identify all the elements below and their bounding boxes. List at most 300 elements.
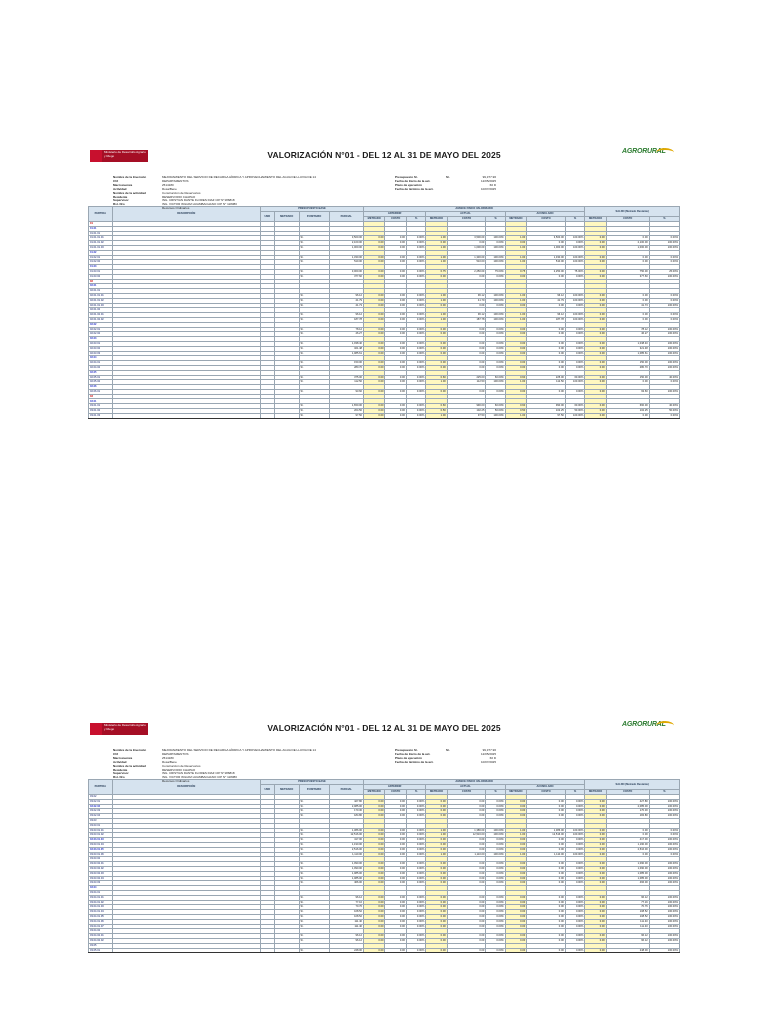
curr-metrado-cell: 1.00 (426, 260, 447, 265)
bal-pct-cell: 100.00% (649, 842, 679, 847)
acc-metrado-cell: 0.00 (505, 919, 526, 924)
prev-pct-cell: 0.00% (406, 871, 425, 876)
acc-pct-cell: 0.00% (565, 241, 584, 246)
curr-pct-cell: 100.00% (486, 833, 505, 838)
parcial-cell: 2,516.00 (329, 847, 363, 852)
curr-metrado-cell: 0.00 (426, 866, 447, 871)
acc-metrado-cell: 0.00 (505, 346, 526, 351)
bal-cost-cell: 0.00 (606, 313, 649, 318)
description-cell (112, 413, 260, 418)
acc-pct-cell: 0.00% (565, 910, 584, 915)
unit-price-cell: S/. (299, 380, 329, 385)
bal-cost-cell: 377.60 (606, 274, 649, 279)
curr-metrado-cell: 0.00 (426, 910, 447, 915)
info-value: RESERVORIO CHAPAO (162, 767, 196, 772)
acc-pct-cell: 60.00% (565, 375, 584, 380)
parcial-cell: 375.00 (329, 375, 363, 380)
bal-pct-cell: 0.00% (649, 413, 679, 418)
curr-cost-cell: 187.78 (447, 317, 486, 322)
info-value: 2514180 (162, 755, 174, 760)
parcial-cell: 12,516.00 (329, 833, 363, 838)
acc-pct-cell: 100.00% (565, 293, 584, 298)
prev-cost-cell: 0.00 (385, 404, 406, 409)
parcial-cell: 97.50 (329, 413, 363, 418)
prev-cost-cell: 0.00 (385, 914, 406, 919)
prev-cost-cell: 0.00 (385, 241, 406, 246)
acc-metrado-cell: 0.00 (505, 351, 526, 356)
prev-cost-cell: 0.00 (385, 260, 406, 265)
column-header: % (486, 217, 505, 222)
bal-cost-cell: 0.00 (606, 380, 649, 385)
partida-code: 02.06 (89, 385, 113, 390)
unit-price-cell: S/. (299, 260, 329, 265)
prev-pct-cell: 0.00% (406, 924, 425, 929)
bal-metrado-cell: 0.00 (585, 293, 606, 298)
column-header: DESCRIPCIÓN (112, 207, 260, 222)
metrado-cell (274, 413, 299, 418)
curr-metrado-cell: 0.00 (426, 900, 447, 905)
unit-price-cell: S/. (299, 313, 329, 318)
currency-label: S/. (446, 175, 450, 179)
prev-metrado-cell: 0.00 (364, 900, 385, 905)
partida-code: 03.02.01 (89, 799, 113, 804)
curr-cost-cell: 0.00 (447, 847, 486, 852)
bal-metrado-cell: 0.00 (585, 833, 606, 838)
prev-pct-cell: 0.00% (406, 881, 425, 886)
bal-metrado-cell: 0.00 (585, 380, 606, 385)
partida-code: 03.03.02.01 (89, 862, 113, 867)
info-label: CUI (113, 178, 119, 183)
info-value: 12/05/2025 (480, 751, 496, 756)
info-value: Rosa/Bene (162, 186, 177, 191)
bal-pct-cell: 100.00% (649, 245, 679, 250)
acc-cost-cell: 0.00 (527, 241, 566, 246)
curr-metrado-cell: 0.00 (426, 799, 447, 804)
curr-cost-cell: 0.00 (447, 934, 486, 939)
partida-code: 03.04.01.06 (89, 919, 113, 924)
bal-cost-cell: 184.80 (606, 814, 649, 819)
curr-metrado-cell: 1.00 (426, 245, 447, 250)
acc-cost-cell: 112.50 (527, 380, 566, 385)
unit-price-cell: S/. (299, 881, 329, 886)
group-header: AVANCE FISICO VALORIZADO (364, 207, 585, 212)
curr-metrado-cell: 0.50 (426, 409, 447, 414)
bal-cost-cell: 1,085.00 (606, 871, 649, 876)
info-label: Fecha de término de la act. (395, 186, 434, 191)
curr-pct-cell: 100.00% (486, 313, 505, 318)
acc-pct-cell: 0.00% (565, 303, 584, 308)
prev-metrado-cell: 0.00 (364, 919, 385, 924)
parcial-cell: 1,110.00 (329, 852, 363, 857)
info-value: ING. CRISTIAN DANTE FLORES DIAZ CIP N°186818 (162, 198, 235, 203)
partida-code: 03.04 (89, 886, 113, 891)
bal-cost-cell: 1,090.00 (606, 862, 649, 867)
curr-pct-cell: 100.00% (486, 236, 505, 241)
acc-cost-cell: 0.00 (527, 948, 566, 953)
sheet-page-2 (88, 719, 680, 1024)
info-label: Actividad (113, 186, 127, 191)
acc-pct-cell: 75.00% (565, 269, 584, 274)
curr-metrado-cell: 0.00 (426, 938, 447, 943)
metrado-cell (274, 948, 299, 953)
info-value: 60 D (489, 755, 496, 760)
unit-cell (260, 948, 274, 953)
bal-cost-cell: 280.70 (606, 365, 649, 370)
curr-cost-cell: 0.00 (447, 814, 486, 819)
column-header: METRADO (505, 790, 526, 795)
bal-cost-cell: 93.60 (606, 389, 649, 394)
prev-pct-cell: 0.00% (406, 799, 425, 804)
curr-pct-cell: 0.00% (486, 914, 505, 919)
prev-cost-cell: 0.00 (385, 317, 406, 322)
partida-code: 03.05.01 (89, 948, 113, 953)
curr-cost-cell: 0.00 (447, 948, 486, 953)
unit-price-cell: S/. (299, 938, 329, 943)
unit-price-cell: S/. (299, 828, 329, 833)
acc-cost-cell: 0.00 (527, 814, 566, 819)
column-header: METRADO (364, 790, 385, 795)
bal-metrado-cell: 0.00 (585, 274, 606, 279)
sub-header: ACTUAL (426, 785, 505, 790)
bal-pct-cell: 100.00% (649, 241, 679, 246)
column-header: METRADO (585, 217, 606, 222)
curr-pct-cell: 100.00% (486, 413, 505, 418)
partida-code: 03.02.03 (89, 809, 113, 814)
acc-metrado-cell: 0.00 (505, 924, 526, 929)
column-header: % (649, 217, 679, 222)
curr-pct-cell: 0.00% (486, 924, 505, 929)
prev-pct-cell: 0.00% (406, 919, 425, 924)
unit-price-cell: S/. (299, 255, 329, 260)
partida-code: 01.03 (89, 265, 113, 270)
bal-pct-cell: 100.00% (649, 948, 679, 953)
column-header: METRADO (274, 212, 299, 222)
acc-metrado-cell: 0.60 (505, 375, 526, 380)
partida-code: 02.01.02.02 (89, 317, 113, 322)
agrorural-logo-text: AGRORURAL (622, 148, 666, 155)
acc-pct-cell: 0.00% (565, 905, 584, 910)
curr-metrado-cell: 1.00 (426, 293, 447, 298)
acc-metrado-cell: 0.00 (505, 938, 526, 943)
partida-code: 03.04.01.04 (89, 910, 113, 915)
bal-metrado-cell: 0.00 (585, 341, 606, 346)
bal-cost-cell: 248.00 (606, 948, 649, 953)
bal-pct-cell: 100.00% (649, 341, 679, 346)
curr-pct-cell: 0.00% (486, 351, 505, 356)
acc-pct-cell: 100.00% (565, 236, 584, 241)
prev-metrado-cell: 0.00 (364, 876, 385, 881)
curr-pct-cell: 0.00% (486, 804, 505, 809)
bal-pct-cell: 100.00% (649, 303, 679, 308)
bal-metrado-cell: 0.00 (585, 847, 606, 852)
curr-cost-cell: 1,000.00 (447, 245, 486, 250)
partida-code: 02.03.01 (89, 341, 113, 346)
acc-cost-cell: 0.00 (527, 809, 566, 814)
bal-metrado-cell: 0.00 (585, 838, 606, 843)
unit-price-cell: S/. (299, 914, 329, 919)
curr-metrado-cell: 0.00 (426, 365, 447, 370)
group-header: SALDO (Metrado Restante) (585, 207, 680, 217)
prev-cost-cell: 0.00 (385, 900, 406, 905)
acc-pct-cell: 60.00% (565, 404, 584, 409)
column-header: METRADO (426, 217, 447, 222)
prev-pct-cell: 0.00% (406, 413, 425, 418)
acc-metrado-cell: 0.00 (505, 881, 526, 886)
acc-cost-cell: 97.50 (527, 413, 566, 418)
acc-cost-cell: 0.00 (527, 327, 566, 332)
sub-header: ACUMULADO (505, 785, 585, 790)
parcial-cell: 280.70 (329, 365, 363, 370)
bal-metrado-cell: 0.00 (585, 804, 606, 809)
partida-code: 03.03.01.04 (89, 842, 113, 847)
prev-cost-cell: 0.00 (385, 346, 406, 351)
parcial-cell: 111.40 (329, 919, 363, 924)
prev-cost-cell: 0.00 (385, 809, 406, 814)
prev-metrado-cell: 0.00 (364, 255, 385, 260)
bal-metrado-cell: 0.00 (585, 842, 606, 847)
bal-cost-cell: 0.00 (606, 317, 649, 322)
sun-swoosh-icon (656, 721, 674, 730)
curr-cost-cell: 0.00 (447, 900, 486, 905)
bal-pct-cell: 100.00% (649, 346, 679, 351)
curr-pct-cell: 0.00% (486, 332, 505, 337)
currency-label: S/. (446, 748, 450, 752)
partida-code: 01 (89, 222, 113, 227)
prev-pct-cell: 0.00% (406, 409, 425, 414)
unit-price-cell: S/. (299, 852, 329, 857)
info-label: Macrocuenca (113, 755, 133, 760)
acc-cost-cell: 0.00 (527, 332, 566, 337)
column-header: COSTO (447, 790, 486, 795)
acc-metrado-cell: 0.00 (505, 365, 526, 370)
parcial-cell: 170.30 (329, 809, 363, 814)
acc-metrado-cell: 0.00 (505, 876, 526, 881)
curr-pct-cell: 0.00% (486, 900, 505, 905)
prev-cost-cell: 0.00 (385, 852, 406, 857)
prev-metrado-cell: 0.00 (364, 924, 385, 929)
acc-pct-cell: 0.00% (565, 862, 584, 867)
info-label: Residente (113, 767, 128, 772)
bal-metrado-cell: 0.00 (585, 375, 606, 380)
parcial-cell: 466.00 (329, 881, 363, 886)
curr-cost-cell: 102.25 (447, 409, 486, 414)
acc-cost-cell: 0.00 (527, 910, 566, 915)
prev-cost-cell: 0.00 (385, 236, 406, 241)
parcial-cell: 417.00 (329, 838, 363, 843)
acc-pct-cell: 0.00% (565, 799, 584, 804)
acc-pct-cell: 0.00% (565, 847, 584, 852)
acc-cost-cell: 0.00 (527, 919, 566, 924)
acc-pct-cell: 0.00% (565, 365, 584, 370)
acc-cost-cell: 0.00 (527, 341, 566, 346)
column-header: P.UNITARIO (299, 212, 329, 222)
bal-pct-cell: 25.00% (649, 269, 679, 274)
acc-cost-cell: 96.12 (527, 313, 566, 318)
column-header: P.UNITARIO (299, 785, 329, 795)
prev-cost-cell: 0.00 (385, 380, 406, 385)
acc-cost-cell: 0.00 (527, 934, 566, 939)
group-header: PRESUPUESTO BASE (260, 780, 363, 785)
bal-pct-cell: 100.00% (649, 814, 679, 819)
bal-cost-cell: 0.00 (606, 833, 649, 838)
info-label: Fecha de término de la act. (395, 759, 434, 764)
curr-cost-cell: 0.00 (447, 327, 486, 332)
partida-code: 03.04.01.05 (89, 914, 113, 919)
bal-pct-cell: 0.00% (649, 313, 679, 318)
bal-metrado-cell: 0.00 (585, 332, 606, 337)
bal-pct-cell: 50.00% (649, 409, 679, 414)
acc-cost-cell: 102.25 (527, 409, 566, 414)
ministry-logo-text: Ministerio de Desarrollo Agrario y Riego (102, 150, 148, 162)
bal-metrado-cell: 0.00 (585, 866, 606, 871)
curr-pct-cell: 0.00% (486, 881, 505, 886)
prev-metrado-cell: 0.00 (364, 375, 385, 380)
bal-pct-cell: 100.00% (649, 910, 679, 915)
curr-metrado-cell: 0.00 (426, 876, 447, 881)
curr-cost-cell: 96.12 (447, 313, 486, 318)
curr-pct-cell: 75.00% (486, 269, 505, 274)
info-label: Plazo de ejecución (395, 182, 422, 187)
bal-metrado-cell: 0.00 (585, 389, 606, 394)
acc-cost-cell: 187.78 (527, 317, 566, 322)
curr-metrado-cell: 0.00 (426, 274, 447, 279)
acc-metrado-cell: 0.00 (505, 804, 526, 809)
parcial-cell: 1,386.00 (329, 828, 363, 833)
acc-cost-cell: 0.00 (527, 895, 566, 900)
curr-pct-cell: 0.00% (486, 905, 505, 910)
parcial-cell: 2,100.00 (329, 241, 363, 246)
acc-cost-cell: 0.00 (527, 842, 566, 847)
acc-metrado-cell: 0.00 (505, 814, 526, 819)
curr-cost-cell: 0.00 (447, 905, 486, 910)
curr-pct-cell: 100.00% (486, 298, 505, 303)
column-header: COSTO (527, 790, 566, 795)
partida-code: 02.05 (89, 370, 113, 375)
info-values-right (451, 176, 496, 192)
prev-metrado-cell: 0.00 (364, 332, 385, 337)
acc-metrado-cell: 1.00 (505, 852, 526, 857)
bal-pct-cell: 100.00% (649, 900, 679, 905)
acc-pct-cell: 0.00% (565, 346, 584, 351)
info-label: Nombre de la Inversión (113, 175, 147, 179)
prev-pct-cell: 0.00% (406, 876, 425, 881)
partida-code: 03.03.01.03 (89, 838, 113, 843)
partida-code: 03.03.03 (89, 881, 113, 886)
unit-price-cell: S/. (299, 375, 329, 380)
prev-metrado-cell: 0.00 (364, 852, 385, 857)
acc-cost-cell: 0.00 (527, 938, 566, 943)
column-header: COSTO (606, 217, 649, 222)
info-value: ING. VICTOR WILIAM HUAMBACHANO CIP N° 118380 (162, 202, 237, 207)
bal-metrado-cell: 0.00 (585, 828, 606, 833)
curr-pct-cell: 0.00% (486, 919, 505, 924)
prev-pct-cell: 0.00% (406, 804, 425, 809)
acc-pct-cell: 0.00% (565, 274, 584, 279)
acc-metrado-cell: 0.00 (505, 274, 526, 279)
acc-metrado-cell: 0.00 (505, 934, 526, 939)
bal-cost-cell: 1,038.40 (606, 341, 649, 346)
bal-metrado-cell: 0.00 (585, 413, 606, 418)
prev-metrado-cell: 0.00 (364, 847, 385, 852)
partida-code: 03.01.01 (89, 404, 113, 409)
column-header: COSTO (385, 217, 406, 222)
bal-pct-cell: 100.00% (649, 332, 679, 337)
bal-pct-cell: 0.00% (649, 293, 679, 298)
acc-pct-cell: 0.00% (565, 332, 584, 337)
partida-code: 01.01.01.02 (89, 241, 113, 246)
parcial-cell: 1,190.00 (329, 842, 363, 847)
description-cell (112, 948, 260, 953)
bal-cost-cell: 0.00 (606, 260, 649, 265)
parcial-cell: 41.79 (329, 298, 363, 303)
curr-cost-cell: 2,250.00 (447, 269, 486, 274)
acc-pct-cell: 0.00% (565, 948, 584, 953)
info-label: Supervisor (113, 198, 129, 203)
unit-price-cell: S/. (299, 838, 329, 843)
acc-pct-cell: 0.00% (565, 814, 584, 819)
partida-code: 01.01.01 (89, 231, 113, 236)
curr-metrado-cell: 1.00 (426, 317, 447, 322)
prev-pct-cell: 0.00% (406, 245, 425, 250)
acc-metrado-cell: 0.00 (505, 842, 526, 847)
acc-metrado-cell: 1.00 (505, 380, 526, 385)
bal-metrado-cell: 0.00 (585, 241, 606, 246)
prev-metrado-cell: 0.00 (364, 346, 385, 351)
unit-price-cell: S/. (299, 293, 329, 298)
parcial-cell: 510.00 (329, 260, 363, 265)
agrorural-logo (622, 148, 678, 164)
acc-pct-cell: 0.00% (565, 938, 584, 943)
info-value: 99,377.96 (482, 175, 496, 179)
curr-cost-cell: 225.00 (447, 375, 486, 380)
bal-metrado-cell: 0.00 (585, 260, 606, 265)
acc-pct-cell: 0.00% (565, 881, 584, 886)
bal-pct-cell: 100.00% (649, 365, 679, 370)
column-header: METRADO (505, 217, 526, 222)
acc-pct-cell: 50.00% (565, 409, 584, 414)
column-header: % (406, 790, 425, 795)
acc-pct-cell: 100.00% (565, 313, 584, 318)
unit-price-cell: S/. (299, 413, 329, 418)
prev-pct-cell: 0.00% (406, 910, 425, 915)
bal-metrado-cell: 0.00 (585, 900, 606, 905)
partida-code: 03.04.01.02 (89, 900, 113, 905)
partida-code: 01.01 (89, 226, 113, 231)
acc-cost-cell: 1,110.00 (527, 852, 566, 857)
curr-pct-cell: 0.00% (486, 346, 505, 351)
prev-cost-cell: 0.00 (385, 274, 406, 279)
unit-price-cell: S/. (299, 389, 329, 394)
bal-pct-cell: 40.00% (649, 404, 679, 409)
prev-metrado-cell: 0.00 (364, 365, 385, 370)
curr-metrado-cell: 0.00 (426, 847, 447, 852)
curr-pct-cell: 50.00% (486, 409, 505, 414)
partida-code: 02.02 (89, 322, 113, 327)
bal-cost-cell: 466.00 (606, 881, 649, 886)
prev-cost-cell: 0.00 (385, 924, 406, 929)
partida-code: 03.04.02.02 (89, 938, 113, 943)
prev-pct-cell: 0.00% (406, 847, 425, 852)
info-labels (113, 749, 158, 780)
agrorural-logo-text: AGRORURAL (622, 721, 666, 728)
acc-cost-cell: 510.00 (527, 260, 566, 265)
acc-metrado-cell: 0.00 (505, 905, 526, 910)
info-label: Presupuesto S/. (395, 748, 418, 752)
acc-cost-cell: 1,386.00 (527, 828, 566, 833)
info-label: Supervisor (113, 771, 129, 776)
acc-metrado-cell: 0.00 (505, 900, 526, 905)
curr-metrado-cell: 0.00 (426, 838, 447, 843)
